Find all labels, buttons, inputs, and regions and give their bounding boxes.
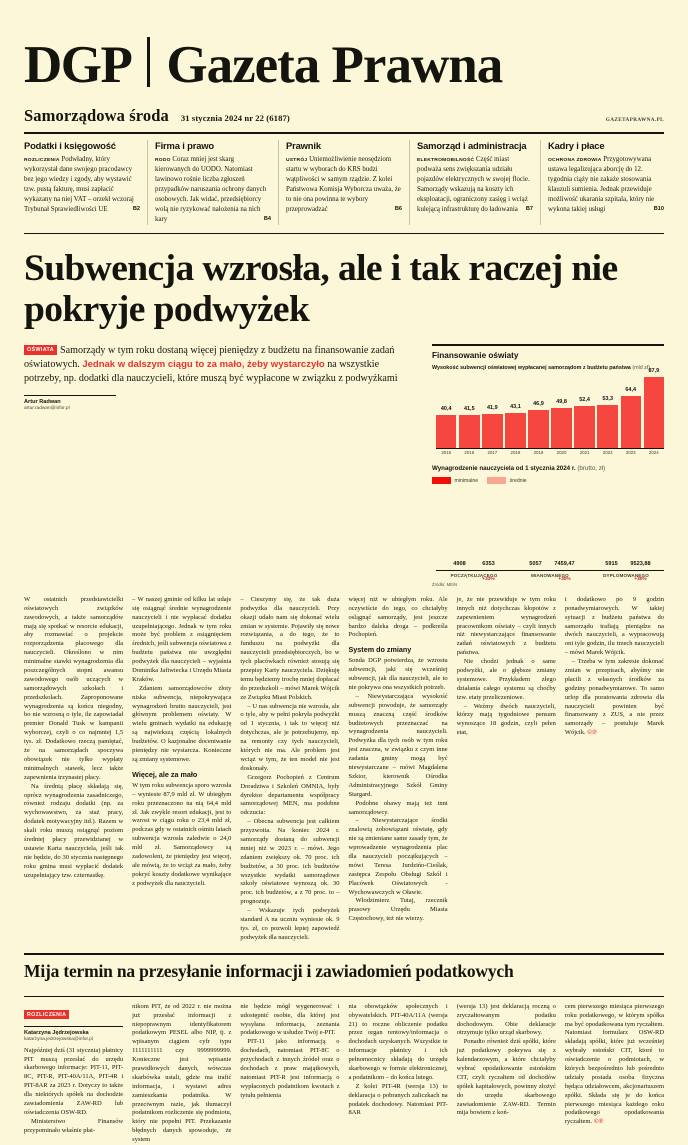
chart1-bar — [505, 404, 525, 447]
teaser-body — [155, 155, 271, 225]
chart1-bar — [528, 401, 548, 448]
teaser-text: Przygotowywana ustawa legalizująca aborcję do 12. tygodnia ciąży nie zakaże stosowania klauzuli sumienia. Jednak przewiduje możliwość ukarania szpitala, który nie wykona takiej usługi — [548, 156, 655, 214]
chart1-x-label: 2019 — [533, 450, 544, 456]
lead-column — [24, 344, 432, 587]
paragraph: W tym roku subwencja sporo wzrosła – wyniesie 87,9 mld zł. W ubiegłym roku przeznaczono na nią 64,4 mld zł. Jak zwykle resort edukacji, jest to wzrost w ciągu roku o 23,4 mld zł, podczas gdy w ostatnich ośmiu latach subwencja wzrosła zaledwie o 24,0 mld zł. Samorządowcy są zadowoleni, że pieniędzy jest więcej, ale mówią, że to wciąż za mało, żeby pokryć koszty dodatkowe wynikające z podwyżek dla nauczycieli. — [132, 781, 232, 887]
lead-paragraph — [24, 344, 418, 385]
chart1-x-label: 2018 — [510, 450, 521, 456]
chart-panel-rule — [432, 344, 664, 346]
logo-dgp[interactable]: DGP — [24, 35, 132, 94]
chart1-x-label: 2020 — [556, 450, 567, 456]
paragraph: nia obowiązków społecznych i obywatelskich. PIT-40A/11A (wersja 21) to roczne obliczenie podatku przez organ rentowy/informacja o dochodach uzyskanych. Wszystkie te informacje płatnicy i ich pełnomocnicy składają do urzędu skarbowego w formie elektronicznej, a podatnikom – do końca lutego. — [348, 1002, 448, 1081]
paragraph: – Wskazuje tych podwyżek standard A na uczniu wyniesie ok. 9 tys. zł, co pozwoli lepiej zapowiedź podwyżek dla nauczycieli. — [240, 907, 340, 941]
body-column-1 — [24, 596, 123, 943]
legend-label: średnie — [509, 477, 527, 484]
edition-row — [24, 106, 664, 126]
chart1-unit: (mld zł) — [632, 364, 650, 371]
paragraph: Nie chodzi jednak o same podwyżki, ale o głębsze zmiany systemowe. Przykładem złego działania całego systemu są choćby tzw. etaty przeliczeniowe. — [456, 658, 556, 701]
bottom-column-4 — [349, 1003, 448, 1145]
paragraph: Grzegorz Pochopień z Centrum Doradztwa i Szkoleń OMNIA, były dyrektor departamentu współpracy samorządowej MEN, ma podobne odczucia: — [240, 773, 340, 817]
end-mark-icon: ©℗ — [593, 1118, 604, 1126]
legend-swatch-icon — [432, 477, 451, 484]
teaser-kicker: OCHRONA ZDROWIA — [548, 158, 602, 164]
chart1-bar-value: 53,3 — [602, 396, 614, 403]
teaser-text: Część miast podważa sens zwiększania udziału pojazdów elektrycznych w swojej flocie. Samorządy wskazują na koszty ich eksploatacji, ograniczony zasięg i wciąż kulejącą infrastrukturę do ładowania — [417, 156, 530, 214]
chart1-axis — [436, 448, 664, 449]
body-column-2 — [132, 596, 231, 943]
chart1-bar — [644, 368, 664, 447]
teaser-page-ref[interactable]: B10 — [653, 206, 664, 213]
bottom-article-rule — [24, 953, 664, 955]
chart1-bar — [621, 387, 641, 448]
bottom-author-email[interactable]: katarzyna.jedrzejowska@infor.pl — [24, 1036, 93, 1042]
bottom-column-1 — [24, 1003, 123, 1145]
chart1-x-label: 2022 — [602, 450, 613, 456]
paragraph: nie będzie mógł wygenerować i udostępnić osobie, dla której jest wysyłana informacja, zeznania podatkowego w usłudze Twój e-PIT. — [240, 1002, 340, 1037]
edition-name: Samorządowa środa — [24, 106, 169, 125]
paragraph: – Niewystarczające środki znalowią zobowiązani oświatę, gdy nie są zmieniane same zasady tym, że wprowadzenie wynagrodzenia plac dla nauczycieli początkujących – mówi Teresa Jurdzińo-Cieślak, zastępca Zespołu Obsługi Szkół i Placówek Oświatowych -Wychowawczych w Oławie. — [348, 817, 448, 896]
teaser-strip — [24, 140, 664, 231]
paragraph: więcej niż w ubiegłym roku. Ale oczywiście do tego, co chciałyby oslągnąć samorządy, jest jeszcze bardzo daleka droga – podkreśla Pochopień. — [348, 595, 448, 639]
paragraph: Podobne obawy mają też inni samorządowcy. — [348, 799, 448, 816]
teaser-page-ref[interactable]: B7 — [525, 206, 533, 213]
paragraph-text: – Trzeba w tym zakresie dokonać zmian w przepisach, abyśmy nie płacili z własnych środków za godziny ponadwymiarowe. To samo urlop dla poratowania zdrowia dla nauczycieli powinien być finansowany z ZUS, a nie przez samorządy – postuluje Marek Wójcik. — [564, 658, 665, 737]
teaser-body — [286, 155, 402, 215]
chart2-change-label: +30% — [558, 576, 571, 582]
paragraph: Włodzimierz Tutaj, rzecznik prasowy Urzędu Miasta Częstochowy, też nie wierzy. — [348, 897, 448, 923]
byline — [24, 395, 116, 411]
chart1-x-label: 2015 — [441, 450, 452, 456]
section-subheading: System do zmiany — [348, 645, 412, 655]
chart-panel-title: Finansowanie oświaty — [432, 350, 519, 360]
masthead — [24, 0, 664, 94]
chart2-title-text: Wynagrodzenie nauczyciela od 1 stycznia 2024 r. — [432, 465, 576, 473]
chart1-x-labels — [432, 450, 664, 455]
paragraph: je, że nie przewiduje w tym roku innych niż dotychczas kłopotów z zapewnieniem wynagrodzeń pracownikom oświaty – czyli innych niż niewystarczające finansowanie zadań oświatowych z budżetu państwa. — [456, 595, 556, 657]
paragraph: – U nas subwencja nie wzrosła, ale o tyle, aby w pełni pokryła podwyżki od 1 stycznia, i tak to więcej niż dotychczas, ale je potrzebujemy, np. na remonty czy tych nauczycieli, których nie ma. Ale problem jest wciąż w tym, że ten model nie jest doskonały. — [240, 702, 340, 772]
chart2-change-label: +30% — [634, 576, 647, 582]
author-email[interactable]: artur.radwan@infor.pl — [24, 406, 70, 412]
bottom-column-2 — [132, 1003, 231, 1145]
paragraph: Na średnią płacę składają się, oprócz wynagrodzenia zasadniczego, również rodzaju dodatki (np. za wychowawstwo, za staż pracy, dodatek motywacyjny itd.). Razem w skali roku muszą osiągnąć poziom średniej płacy przewidzianej w ustawie Karta nauczyciela, jeśli tak nie będzie, do 30 stycznia następnego roku gmina musi wypłacić dodatek uzupełniający tzw. czternastkę. — [24, 782, 124, 879]
teaser-body — [548, 155, 664, 215]
teaser-text: Podwładny, który wykorzystał dane swojego pracodawcy bez jego wiedzy i zgody, aby wystawić tzw. pustą fakturę, musi zapłacić wykazany na niej VAT – orzekł wczoraj Trybunał Sprawiedliwości UE — [24, 156, 134, 214]
legend-entry-srednie — [487, 477, 527, 484]
lead-highlight: Jednak w dalszym ciągu to za mało, żeby wystarczyło — [82, 358, 325, 370]
chart1-bar-value: 64,4 — [625, 387, 637, 394]
paragraph: Najpóźniej dziś (31 stycznia) płatnicy PIT muszą przesłać do urzędu skarbowego informacje: PIT-11, PIT-8C, PIT-R, PIT-40A/11A, PIT-4R i PIT-8AR za 2023 r. Dotyczy to także dla niektórych spółek na dochodzie zawiadomienia ZAW-RD lub oświadczenia OSW-RD. — [24, 1046, 124, 1116]
paragraph: – Weźmy dwóch nauczycieli, którzy mają tygodniowe pensum wynoszące 18 godzin, czyli pełen etat, — [456, 702, 556, 737]
chart2-x-labels — [432, 573, 664, 578]
bottom-column-5 — [457, 1003, 556, 1145]
body-column-5 — [457, 596, 556, 943]
paragraph: – W naszej gminie od kilku lat udaje się osiągnąć średnie wynagrodzenie nauczycieli i nie wypłacać dodatku uzupełniającego. Jednak w tym roku może być problem z osiągnięciem średnich, jeśli subwencja oświatowa z budżetu państwa nie uwzględni podwyżek dla nauczycieli – wyjaśnia Dominika Jafiwiecka i Urzędu Miasta Kraków. — [132, 595, 232, 683]
teaser-text: Uniemożliwienie neosędziom startu w wyborach do KRS budzi wątpliwości w samym rządzie. Z kolei Państwowa Komisja Wyborcza uważa, że to nie ona powinna te wybory przeprowadzać — [286, 156, 401, 214]
paragraph — [565, 1003, 664, 1127]
logo-divider — [147, 37, 150, 87]
paragraph: Z kolei PIT-4R (wersja 13) to deklaracja o pobranych zaliczkach na podatek dochodowy. Natomiast PIT-8AR — [348, 1082, 448, 1117]
body-column-4 — [349, 596, 448, 943]
main-body-columns — [24, 596, 664, 943]
body-column-3 — [240, 596, 339, 943]
logo-gazeta-prawna[interactable]: Gazeta Prawna — [166, 35, 503, 94]
chart2-bar-value: 9523,88 — [630, 560, 651, 567]
chart1-bar-value: 49,8 — [556, 398, 567, 405]
bottom-headline[interactable]: Mija termin na przesyłanie informacji i zawiadomień podatkowych — [24, 960, 514, 981]
paragraph — [565, 658, 664, 738]
chart-source: Źródło: MEiN — [432, 581, 458, 587]
paragraph: (wersja 13) jest deklaracją roczną o zryczałtowanym podatku dochodowym. Obie deklaracje otrzymuje tylko urząd skarbowy. — [456, 1002, 556, 1037]
chart2-x-label: MIANOWANEGO — [531, 572, 569, 578]
end-mark-icon: ©℗ — [587, 729, 597, 737]
teaser-title: Prawnik — [286, 140, 321, 152]
chart2-x-label: POCZĄTKUJĄCEGO — [450, 572, 498, 578]
teaser-kicker: ROZLICZENIA — [24, 158, 60, 164]
bottom-column-6 — [565, 1003, 664, 1145]
teaser-item[interactable] — [24, 140, 148, 225]
paragraph: PIT-11 jako informacją o dochodach, natomiast PIT-8C o przychodach z innych źródeł oraz o dochodach z praw majątkowych, natomiast PIT-R jest informacją o wypłaconych podatnikom kwotach z tytułu pełnienia — [240, 1038, 340, 1099]
legend-swatch-icon — [487, 477, 506, 484]
paragraph-text: cem pierwszego miesiąca pierwszego roku podatkowego, w którym spółka ma być opodatkowana tym ryczałtem. Natomiast formularz OSW-RD składają spółki, które już wcześniej wybrały estoński CIT, ktoré to oświadczenie o podmiotach, w których bezpośrednio lub pośrednio udziały posiada osoba fizyczna będąca udziałowcem, akcjonariuszem spółki. Składa się je do końca pierwszego miesiąca każdego roku podatkowego opodatkowania ryczałtem. — [564, 1002, 665, 1126]
website-domain[interactable]: GAZETAPRAWNA.PL — [605, 117, 664, 123]
bottom-topic-badge: ROZLICZENIA — [24, 1010, 69, 1019]
teaser-body — [417, 155, 533, 215]
teaser-item[interactable] — [410, 140, 541, 225]
chart1-bar-value: 41,9 — [487, 405, 498, 412]
teaser-title: Samorząd i administracja — [417, 140, 527, 152]
chart2-bar-value: 7459,47 — [554, 560, 575, 567]
topic-badge: OŚWIATA — [24, 345, 57, 355]
section-subheading: Więcej, ale za mało — [132, 769, 198, 779]
chart1-x-label: 2017 — [487, 450, 498, 456]
teaser-kicker: RODO — [155, 158, 171, 164]
chart2-unit: (brutto, zł) — [577, 465, 606, 473]
main-headline[interactable]: Subwencja wzrosła, ale i tak raczej nie pokryje podwyżek — [24, 247, 618, 331]
paragraph: – Cieszymy się, że tak duża podwyżka dla nauczycieli. Przy okazji udało nam się dokonać wielu zmian w systemie. Pojawiły się nowe rozwiązania, a do tego, że to funduszu na podwyżki dla nauczycieli przedsiębiorczych, bo w tych placówkach również stosują się przepisy Karty nauczyciela. Dziękuję temu będziemy trochę mniej dopłacać do przedszkoli – mówi Marek Wójcik ze Związku Miast Polskich. — [240, 595, 340, 701]
paragraph: Ponadto również dziś spółki, które już podatkowy pokrywa się z kalendarzowym, a które chciałyby wybrać opodatkowanie estońskim CIT, czyli ryczałtem od dochodów spółek kapitałowych, powinny złożyć do urzędu skarbowego zawiadomienie ZAW-RD. Termin mija bowiem z koń- — [456, 1038, 556, 1117]
chart1-subtitle — [432, 364, 664, 375]
chart1-x-label: 2021 — [579, 450, 590, 456]
teaser-title: Podatki i księgowość — [24, 140, 116, 152]
lead-text-part1: Samorządy w tym roku dostaną więcej pieniędzy z budżetu na finansowanie zadań oświatowych. — [24, 345, 395, 370]
chart1-bars — [432, 368, 664, 448]
teaser-item[interactable] — [279, 140, 410, 225]
teaser-item[interactable] — [541, 140, 664, 225]
chart1-x-label: 2016 — [464, 450, 475, 456]
chart1-bar — [482, 405, 502, 448]
chart1-bar-value: 52,4 — [579, 396, 590, 403]
teaser-page-ref[interactable]: B2 — [132, 206, 140, 213]
chart2-legend — [432, 477, 664, 484]
lead-text-part2: na wszystkie potrzeby, np. dodatki dla nauczycieli, które muszą być wypłacone w związku z podwyżkami — [24, 358, 398, 384]
chart1-bar-value: 43,1 — [510, 404, 521, 411]
paragraph: i dodatkowo po 9 godzin ponadwymiarowych. W takiej sytuacji z budżetu państwa do samorządu trafiają pieniądze na dwóch nauczycieli, a wypracowują oni tyle godzin, ilu trzech nauczycieli – mówi Marek Wójcik. — [564, 595, 665, 657]
chart1-bar — [597, 396, 617, 448]
paragraph: – Niewystarczająca wysokość subwencji powoduje, że samorządy muszą znaczną część środków budżetowych przeznaczać na wynagrodzenia nauczycieli. Podwyżka dla tych osób w tym roku jest znaczna, w związku z czym inne zadania gminy mogą być niewystarczane – mówi Magdalena Szkior, kierownik Ośrodka Administracyjnego Szkół Gminy Stargard. — [348, 692, 448, 798]
paragraph: nikom PIT, że od 2022 r. nie można już przesłać informacji z niepoprawnym identyfikatorem podatkowym PESEL albo NIP, tj. z wpisanym ciągiem cyfr typu 1111111111 czy 9999999999. Konieczne jest wpisanie prawidłowych danych, wówczas skarbówka ustali, gdzie ma trafić informacja, i wystawi adres zamieszkania podatnika. W przeciwnym razie, jak tłumaczył podatnikom rozliczenie się podmiotu, który nie popełni PIT. Przekazanie błędnych danych spowoduje, że system — [132, 1002, 232, 1144]
teaser-body — [24, 155, 140, 215]
chart1-bar-value: 40,4 — [440, 406, 452, 413]
paragraph: Zdaniem samorządowców żłoty niska subwencja, niepokrywająca wynagrodzeń brutto nauczycieli, jest głównym problemem oświaty. W wielu gminach wydatki na edukację są najwiekszą częścią lokalnych budżetów. O kazjonalne doceniwanie pieniędzy nie wystarcza. Konieczne są zmiany systemowe. — [132, 684, 232, 763]
bottom-column-3 — [240, 1003, 339, 1145]
teaser-kicker: USTRÓJ — [286, 158, 308, 164]
paragraph: W ostatnich przedstawicielki oświatowych związków zawodowych, a także samorządów mają się spotkać w resorcie edukacji, aby rozmawiać o projekcie rozporządzenia płacowego dla nauczycieli. Określono w nim minimalne stawki wynagrodzenia dla poszczególnych stopni awansu zawodowego osób uczących w samorządowych szkołach i przedszkolach. Zaproponowane wynagrodzenia są końcu niegodny, bo nie wzrosną o tyle, ile zapowiadał premier Donald Tusk w kampanii wyborczej, czyli o co najmniej 1,5 tys. zł. Dodatkowo rzeczą pamiętać, że na samorządach spoczywa obowiązek nie tylko wypłaty minimalnych stawek, lecz także zapewnienia trzynastej płacy. — [24, 595, 124, 781]
bottom-headline-rule — [24, 996, 664, 997]
chart1-bar — [459, 405, 479, 448]
chart1-bar — [551, 398, 571, 448]
paragraph: – Obecna subwencja jest całkiem przyzwoita. Na koniec 2024 r. samorządy dostaną do subwencji mniej niż w 2023 r. – mówi. Jego zdaniem zwiększy ok. 70 proc. ich budżetów, a 30 proc. ich budżetów wszystkie wydatki samorządowe szkoły oświatowe wynoszą ok. 30 proc. ich budżetów, a z 70 proc. to – prognozuje. — [240, 818, 340, 906]
bottom-author-name: Katarzyna Jędrzejowska — [24, 1029, 89, 1036]
chart2-subtitle — [432, 465, 664, 472]
masthead-rule — [24, 132, 664, 134]
chart2-bar-value: 4908 — [453, 560, 466, 567]
chart1-bar-value: 46,9 — [533, 401, 544, 408]
chart1-x-label: 2023 — [625, 450, 636, 456]
teaser-page-ref[interactable]: B4 — [263, 216, 271, 223]
legend-label: minimalne — [454, 477, 479, 484]
teaser-kicker: ELEKTROMOBILNOŚĆ — [417, 158, 475, 164]
body-column-6 — [565, 596, 664, 943]
teaser-title: Kadry i płace — [548, 140, 605, 152]
paragraph: Ministerstwo Finansów przypominało właśnie płat- — [24, 1117, 124, 1134]
byline-rule — [24, 395, 116, 396]
teaser-item[interactable] — [148, 140, 279, 225]
bottom-article-columns — [24, 1003, 664, 1145]
issue-info: 31 stycznia 2024 nr 22 (6187) — [180, 113, 290, 123]
lead-and-chart-row — [24, 344, 664, 587]
chart2-bar-value: 5057 — [529, 560, 542, 567]
teaser-page-ref[interactable]: B6 — [394, 206, 402, 213]
chart2-axis — [436, 570, 664, 571]
chart2-change-label: +33% — [482, 576, 495, 582]
chart1-bar — [574, 396, 594, 448]
chart2-bar-value: 5915 — [605, 560, 618, 567]
teaser-text: Coraz mniej jest skarg kierowanych do UODO. Natomiast lawinowo rośnie liczba zgłoszeń przypadków naruszania ochrony danych osobowych. Jak widać, przedsiębiorcy wolą nie ryzykować nałożenia na nich kary — [155, 156, 267, 224]
chart1-title-text: Wysokość subwencji oświatowej wypłacanej samorządom z budżetu państwa — [432, 364, 631, 371]
chart1-bar-value: 87,9 — [648, 368, 660, 375]
chart2-bar-value: 6353 — [482, 560, 495, 567]
chart1-bar — [436, 406, 456, 447]
chart1-bar-value: 41,5 — [463, 405, 475, 412]
chart1-x-label: 2024 — [648, 450, 659, 456]
teaser-bottom-rule — [24, 233, 664, 234]
teaser-title: Firma i prawo — [155, 140, 215, 152]
author-name: Artur Radwan — [24, 399, 61, 406]
legend-entry-minimalne — [432, 477, 478, 484]
paragraph: Sonda DGP potwierdza, że wzrostu subwencji, jaki się wcześniej subwencji, jak dla nauczycieli, ale to nie pokrywa ona wszystkich potrzeb. — [348, 657, 448, 692]
chart-panel — [432, 344, 664, 587]
chart2-x-label: DYPLOMOWANEGO — [603, 572, 649, 578]
bottom-byline-rule — [24, 1026, 123, 1027]
